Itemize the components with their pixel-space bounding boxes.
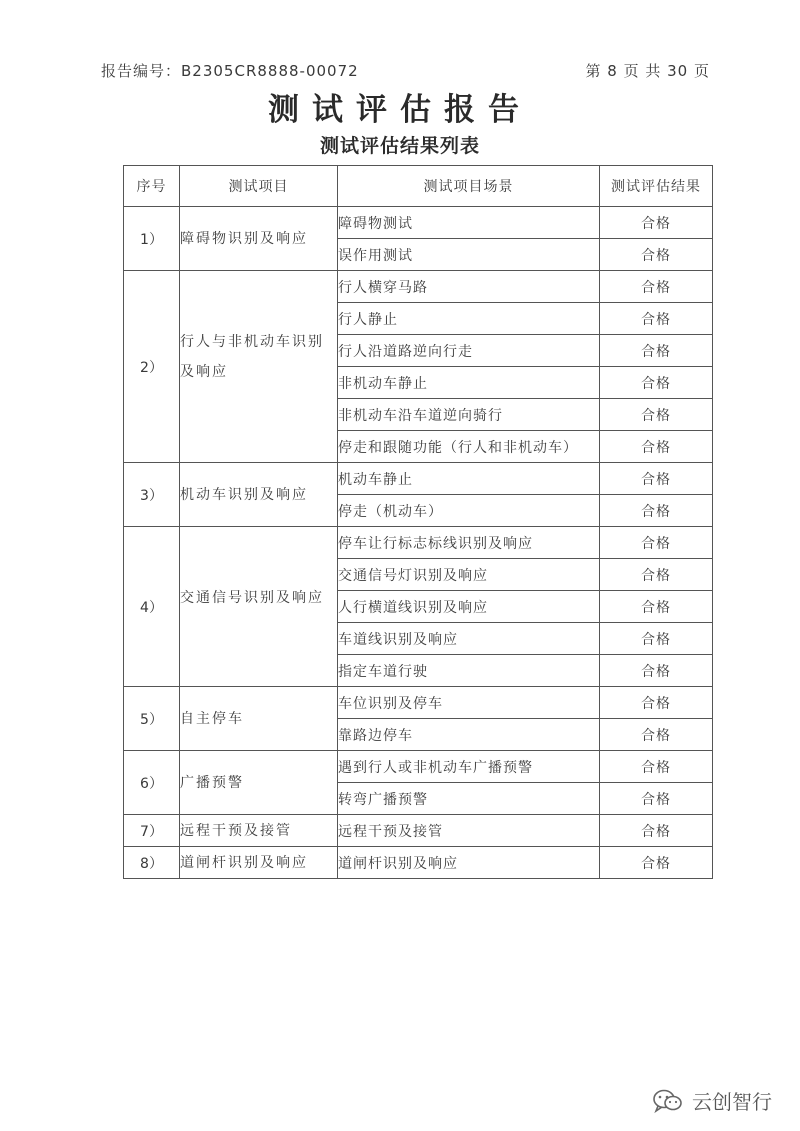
test-scene: 误作用测试 <box>338 239 600 271</box>
test-result: 合格 <box>600 815 713 847</box>
test-item: 机动车识别及响应 <box>180 463 338 527</box>
test-result: 合格 <box>600 847 713 879</box>
test-scene: 停走和跟随功能（行人和非机动车） <box>338 431 600 463</box>
column-header: 测试评估结果 <box>600 166 713 207</box>
row-number: 7） <box>124 815 180 847</box>
test-result: 合格 <box>600 559 713 591</box>
test-scene: 交通信号灯识别及响应 <box>338 559 600 591</box>
wechat-icon <box>652 1088 684 1114</box>
table-row <box>124 527 713 559</box>
test-item: 道闸杆识别及响应 <box>180 847 338 879</box>
watermark-text: 云创智行 <box>692 1090 772 1114</box>
test-result: 合格 <box>600 783 713 815</box>
test-scene: 停走（机动车） <box>338 495 600 527</box>
test-item: 障碍物识别及响应 <box>180 207 338 271</box>
column-header: 测试项目 <box>180 166 338 207</box>
column-header: 测试项目场景 <box>338 166 600 207</box>
test-item: 广播预警 <box>180 751 338 815</box>
test-result: 合格 <box>600 527 713 559</box>
row-number: 1） <box>124 207 180 271</box>
test-scene: 行人横穿马路 <box>338 271 600 303</box>
row-number: 6） <box>124 751 180 815</box>
test-result: 合格 <box>600 207 713 239</box>
test-result: 合格 <box>600 239 713 271</box>
test-result: 合格 <box>600 303 713 335</box>
table-row <box>124 207 713 239</box>
watermark <box>652 1086 772 1115</box>
test-scene: 人行横道线识别及响应 <box>338 591 600 623</box>
test-scene: 机动车静止 <box>338 463 600 495</box>
test-result: 合格 <box>600 655 713 687</box>
test-scene: 车道线识别及响应 <box>338 623 600 655</box>
row-number: 2） <box>124 271 180 463</box>
test-result: 合格 <box>600 431 713 463</box>
test-result: 合格 <box>600 591 713 623</box>
column-header: 序号 <box>124 166 180 207</box>
test-scene: 指定车道行驶 <box>338 655 600 687</box>
test-scene: 停车让行标志标线识别及响应 <box>338 527 600 559</box>
table-title: 测试评估结果列表 <box>319 135 480 157</box>
row-number: 4） <box>124 527 180 687</box>
report-number: 报告编号：B2305CR8888-00072 <box>101 62 359 80</box>
test-result: 合格 <box>600 687 713 719</box>
test-item: 自主停车 <box>180 687 338 751</box>
test-result: 合格 <box>600 495 713 527</box>
test-scene: 车位识别及停车 <box>338 687 600 719</box>
table-header-row <box>124 166 713 207</box>
page-number: 第 8 页 共 30 页 <box>585 62 710 80</box>
test-scene: 遇到行人或非机动车广播预警 <box>338 751 600 783</box>
table-row <box>124 751 713 783</box>
test-item: 交通信号识别及响应 <box>180 527 338 687</box>
row-number: 3） <box>124 463 180 527</box>
table-row <box>124 847 713 879</box>
test-scene: 非机动车沿车道逆向骑行 <box>338 399 600 431</box>
table-row <box>124 463 713 495</box>
row-number: 5） <box>124 687 180 751</box>
test-scene: 靠路边停车 <box>338 719 600 751</box>
test-scene: 行人静止 <box>338 303 600 335</box>
table-row <box>124 815 713 847</box>
test-result: 合格 <box>600 751 713 783</box>
test-result: 合格 <box>600 463 713 495</box>
test-item: 远程干预及接管 <box>180 815 338 847</box>
test-result: 合格 <box>600 719 713 751</box>
table-row <box>124 687 713 719</box>
results-table <box>123 165 713 879</box>
test-result: 合格 <box>600 271 713 303</box>
document-title: 测试评估报告 <box>268 92 532 128</box>
test-result: 合格 <box>600 335 713 367</box>
table-row <box>124 271 713 303</box>
test-item: 行人与非机动车识别及响应 <box>180 271 338 463</box>
test-scene: 转弯广播预警 <box>338 783 600 815</box>
test-scene: 道闸杆识别及响应 <box>338 847 600 879</box>
test-result: 合格 <box>600 623 713 655</box>
test-result: 合格 <box>600 399 713 431</box>
row-number: 8） <box>124 847 180 879</box>
test-result: 合格 <box>600 367 713 399</box>
test-scene: 远程干预及接管 <box>338 815 600 847</box>
test-scene: 行人沿道路逆向行走 <box>338 335 600 367</box>
test-scene: 障碍物测试 <box>338 207 600 239</box>
test-scene: 非机动车静止 <box>338 367 600 399</box>
